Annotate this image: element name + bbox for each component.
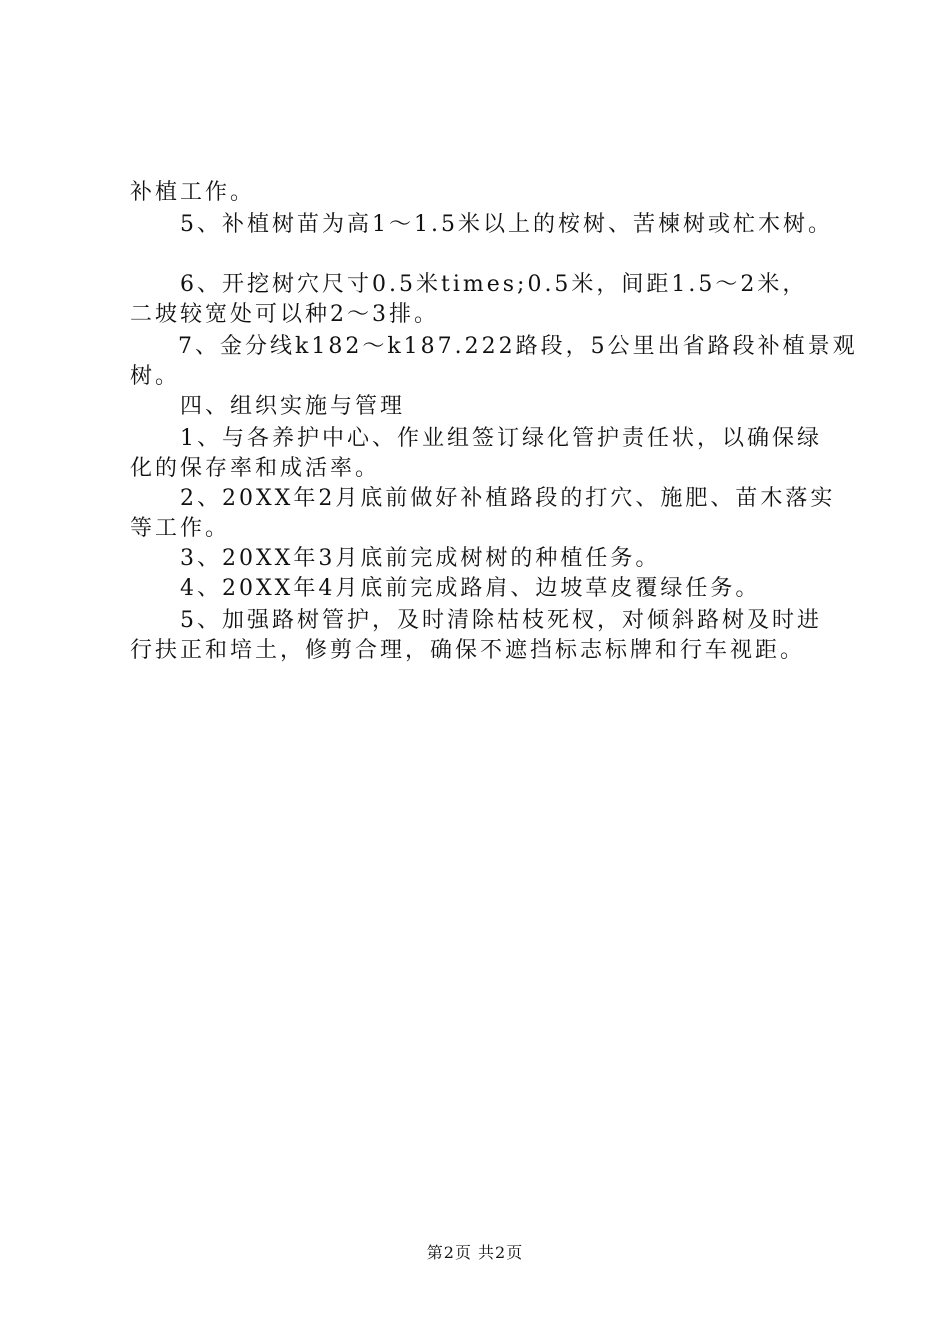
paragraph-line: 5、补植树苗为高1～1.5米以上的桉树、苦楝树或杧木树。	[180, 212, 833, 237]
paragraph-line: 5、加强路树管护，及时清除枯枝死杈，对倾斜路树及时进	[180, 608, 822, 633]
paragraph-line: 行扶正和培土，修剪合理，确保不遮挡标志标牌和行车视距。	[130, 638, 806, 663]
section-heading: 四、组织实施与管理	[180, 394, 406, 419]
paragraph-line: 1、与各养护中心、作业组签订绿化管护责任状，以确保绿	[180, 426, 822, 451]
paragraph-line: 4、20XX年4月底前完成路肩、边坡草皮覆绿任务。	[180, 576, 761, 601]
paragraph-line: 7、金分线k182～k187.222路段，5公里出省路段补植景观	[178, 334, 858, 359]
paragraph-line: 2、20XX年2月底前做好补植路段的打穴、施肥、苗木落实	[180, 486, 836, 511]
paragraph-line: 3、20XX年3月底前完成树树的种植任务。	[180, 546, 661, 571]
paragraph-line: 6、开挖树穴尺寸0.5米times;0.5米，间距1.5～2米，	[180, 272, 808, 297]
paragraph-line: 树。	[130, 364, 181, 389]
page-footer: 第2页 共2页	[426, 1243, 524, 1262]
paragraph-line: 补植工作。	[130, 180, 256, 205]
paragraph-line: 二坡较宽处可以种2～3排。	[130, 302, 439, 327]
paragraph-line: 化的保存率和成活率。	[130, 456, 381, 481]
paragraph-line: 等工作。	[130, 516, 231, 541]
